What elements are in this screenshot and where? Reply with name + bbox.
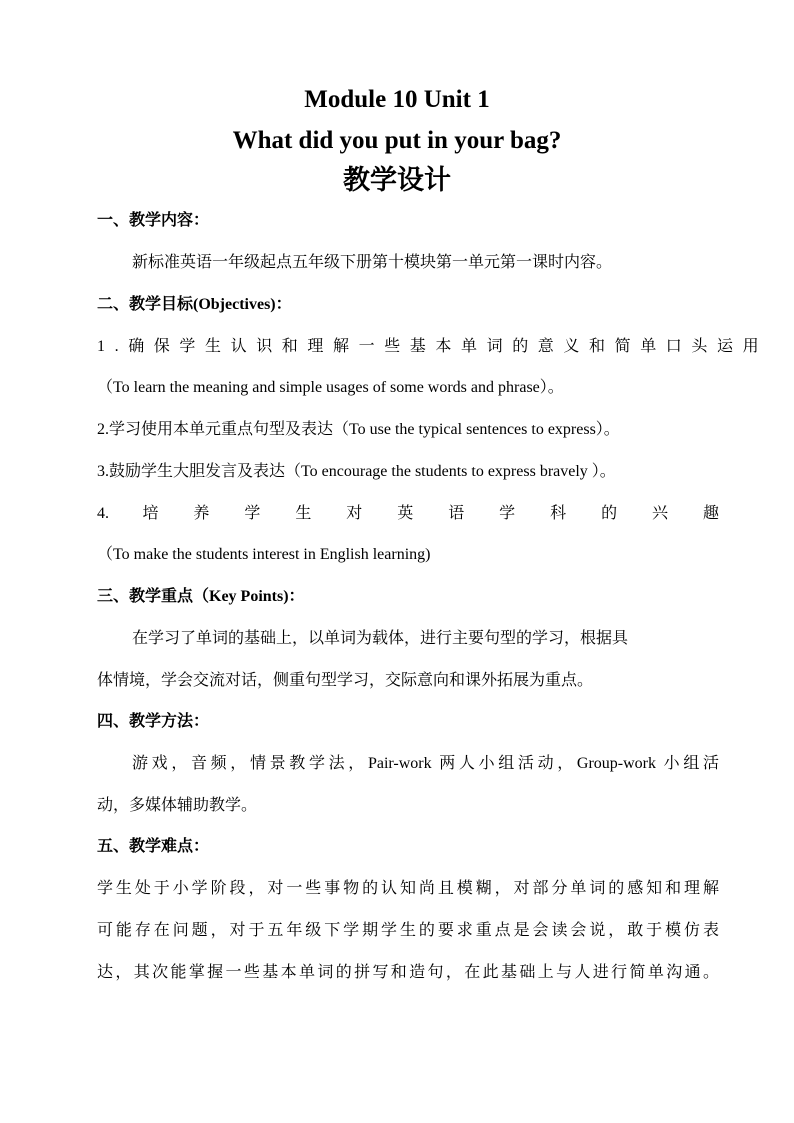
section-difficulties-heading: 五、教学难点： — [97, 838, 210, 855]
section-content-text: 新标准英语一年级起点五年级下册第十模块第一单元第一课时内容。 — [132, 254, 613, 271]
objective-4-line-2: （To make the students interest in English learning) — [97, 546, 431, 563]
key-points-line-1: 在学习了单词的基础上，以单词为载体，进行主要句型的学习，根据具 — [132, 630, 629, 647]
difficulties-line-3: 达，其次能掌握一些基本单词的拼写和造句，在此基础上与人进行简单沟通。 — [97, 964, 719, 981]
difficulties-line-1: 学生处于小学阶段，对一些事物的认知尚且模糊，对部分单词的感知和理解 — [97, 880, 719, 897]
teaching-design-title: 教学设计 — [343, 165, 451, 196]
key-points-line-2: 体情境，学会交流对话，侧重句型学习，交际意向和课外拓展为重点。 — [97, 672, 594, 689]
objective-4-line-1 — [97, 502, 719, 526]
section-objectives-heading: 二、教学目标(Objectives)： — [97, 296, 292, 313]
module-title: Module 10 Unit 1 — [304, 86, 490, 113]
objective-1-line-2: （To learn the meaning and simple usages of some words and phrase）。 — [97, 379, 564, 396]
objective-4-line-1-text: 4. 培 养 学 生 对 英 语 学 科 的 兴 趣 — [97, 505, 719, 522]
difficulties-line-2: 可能存在问题，对于五年级下学期学生的要求重点是会读会说，敢于模仿表 — [97, 922, 719, 939]
objective-2: 2.学习使用本单元重点句型及表达（To use the typical sentences to express）。 — [97, 421, 620, 438]
methods-line-2: 动，多媒体辅助教学。 — [97, 797, 258, 814]
section-key-points-heading: 三、教学重点（Key Points)： — [97, 588, 305, 605]
methods-line-1: 游戏，音频，情景教学法，Pair-work 两人小组活动，Group-work 小组活 — [132, 755, 719, 772]
lesson-question-title: What did you put in your bag? — [232, 127, 562, 154]
section-content-heading: 一、教学内容： — [97, 212, 210, 229]
section-methods-heading: 四、教学方法： — [97, 713, 210, 730]
objective-1-line-1: 1.确保学生认识和理解一些基本单词的意义和简单口头运用 — [97, 338, 769, 355]
objective-3: 3.鼓励学生大胆发言及表达（To encourage the students to express bravely ）。 — [97, 463, 616, 480]
